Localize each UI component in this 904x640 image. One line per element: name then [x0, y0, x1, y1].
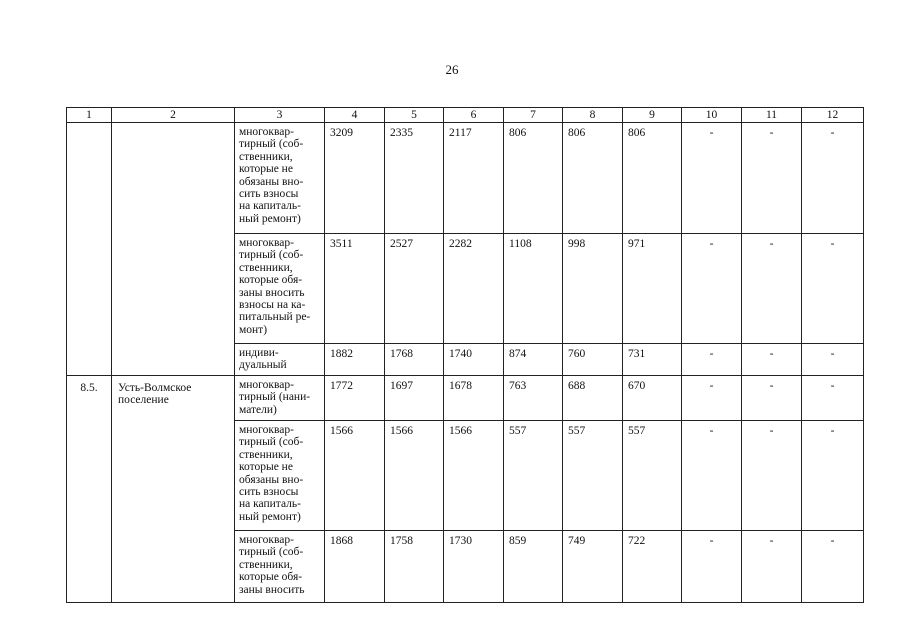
housing-type-cell — [235, 531, 325, 603]
housing-type-line: дуальный — [239, 359, 287, 372]
column-number: 6 — [444, 108, 504, 123]
housing-type-line: тирный (нани- — [239, 391, 311, 404]
housing-type-line: ный ремонт) — [239, 212, 301, 225]
value-cell: - — [682, 123, 742, 234]
settlement-name: Усть-Волмское поселение — [112, 376, 235, 603]
value-cell: - — [742, 421, 802, 531]
housing-type-line: сить взносы — [239, 188, 299, 201]
value-cell: 722 — [623, 531, 682, 603]
column-number: 1 — [67, 108, 112, 123]
housing-type-line: многоквар- — [239, 534, 294, 546]
value-cell: 1868 — [325, 531, 385, 603]
value-cell: - — [742, 531, 802, 603]
value-cell: 3209 — [325, 123, 385, 234]
column-number: 3 — [235, 108, 325, 123]
housing-type-line: тирный (соб- — [239, 138, 304, 151]
value-cell: 557 — [504, 421, 563, 531]
column-number: 11 — [742, 108, 802, 123]
housing-type-line: ный ремонт) — [239, 510, 301, 523]
column-number-row — [67, 108, 864, 123]
row-code: 8.5. — [67, 376, 112, 603]
value-cell: 2117 — [444, 123, 504, 234]
housing-type-line: которые обя- — [239, 571, 303, 584]
housing-type-line: тирный (соб- — [239, 436, 304, 449]
value-cell: - — [742, 376, 802, 421]
value-cell: - — [802, 421, 864, 531]
housing-type-line: тирный (соб- — [239, 546, 304, 559]
housing-type-line: обязаны вно- — [239, 175, 304, 188]
housing-type-line: которые обя- — [239, 274, 303, 287]
housing-type-cell — [235, 344, 325, 376]
housing-type-cell — [235, 376, 325, 421]
housing-type-line: которые не — [239, 163, 293, 176]
value-cell: - — [742, 123, 802, 234]
value-cell: - — [742, 344, 802, 376]
page-number: 26 — [445, 62, 459, 77]
value-cell: 1566 — [325, 421, 385, 531]
data-table — [66, 107, 864, 603]
value-cell: 1758 — [385, 531, 444, 603]
housing-type-line: многоквар- — [239, 424, 294, 436]
housing-type-line: ственники, — [239, 150, 293, 163]
housing-type-cell — [235, 123, 325, 234]
value-cell: 874 — [504, 344, 563, 376]
column-number: 2 — [112, 108, 235, 123]
table-row — [67, 123, 864, 234]
value-cell: 749 — [563, 531, 623, 603]
housing-type-line: многоквар- — [239, 379, 294, 391]
value-cell: 557 — [563, 421, 623, 531]
table-row — [67, 376, 864, 421]
column-number: 9 — [623, 108, 682, 123]
value-cell: - — [802, 376, 864, 421]
value-cell: 806 — [563, 123, 623, 234]
column-number: 8 — [563, 108, 623, 123]
housing-type-line: сить взносы — [239, 486, 299, 499]
housing-type-line: ственники, — [239, 558, 293, 571]
housing-type-line: матели) — [239, 403, 277, 416]
column-number: 12 — [802, 108, 864, 123]
housing-type-line: индиви- — [239, 347, 279, 359]
value-cell: - — [802, 531, 864, 603]
value-cell: 806 — [504, 123, 563, 234]
value-cell: 806 — [623, 123, 682, 234]
value-cell: 1730 — [444, 531, 504, 603]
value-cell: 1772 — [325, 376, 385, 421]
column-number: 7 — [504, 108, 563, 123]
value-cell: 998 — [563, 234, 623, 344]
housing-type-line: на капиталь- — [239, 498, 301, 511]
housing-type-line: заны вносить — [239, 286, 305, 299]
value-cell: 2335 — [385, 123, 444, 234]
value-cell: 670 — [623, 376, 682, 421]
housing-type-line: тирный (соб- — [239, 249, 304, 262]
value-cell: - — [802, 234, 864, 344]
value-cell: - — [682, 344, 742, 376]
value-cell: 1566 — [444, 421, 504, 531]
value-cell: 1740 — [444, 344, 504, 376]
value-cell: - — [682, 531, 742, 603]
value-cell: 859 — [504, 531, 563, 603]
value-cell: 1882 — [325, 344, 385, 376]
settlement-name — [112, 123, 235, 376]
value-cell: - — [682, 421, 742, 531]
housing-type-line: многоквар- — [239, 126, 294, 138]
column-number: 5 — [385, 108, 444, 123]
row-code — [67, 123, 112, 376]
value-cell: 1697 — [385, 376, 444, 421]
housing-type-line: на капиталь- — [239, 200, 301, 213]
value-cell: 763 — [504, 376, 563, 421]
value-cell: 1678 — [444, 376, 504, 421]
housing-type-line: ственники, — [239, 261, 293, 274]
value-cell: 557 — [623, 421, 682, 531]
housing-type-cell — [235, 234, 325, 344]
value-cell: 1108 — [504, 234, 563, 344]
housing-type-line: взносы на ка- — [239, 299, 306, 312]
value-cell: 971 — [623, 234, 682, 344]
housing-type-line: заны вносить — [239, 583, 305, 596]
value-cell: 1768 — [385, 344, 444, 376]
housing-type-cell — [235, 421, 325, 531]
value-cell: - — [682, 376, 742, 421]
value-cell: 2527 — [385, 234, 444, 344]
housing-type-line: многоквар- — [239, 237, 294, 249]
housing-type-line: которые не — [239, 461, 293, 474]
value-cell: - — [802, 123, 864, 234]
column-number: 10 — [682, 108, 742, 123]
housing-type-line: монт) — [239, 323, 268, 336]
value-cell: 3511 — [325, 234, 385, 344]
value-cell: 688 — [563, 376, 623, 421]
value-cell: 1566 — [385, 421, 444, 531]
value-cell: - — [682, 234, 742, 344]
value-cell: 2282 — [444, 234, 504, 344]
value-cell: 760 — [563, 344, 623, 376]
value-cell: - — [742, 234, 802, 344]
housing-type-line: обязаны вно- — [239, 473, 304, 486]
housing-type-line: ственники, — [239, 448, 293, 461]
value-cell: - — [802, 344, 864, 376]
housing-type-line: питальный ре- — [239, 311, 311, 324]
column-number: 4 — [325, 108, 385, 123]
value-cell: 731 — [623, 344, 682, 376]
